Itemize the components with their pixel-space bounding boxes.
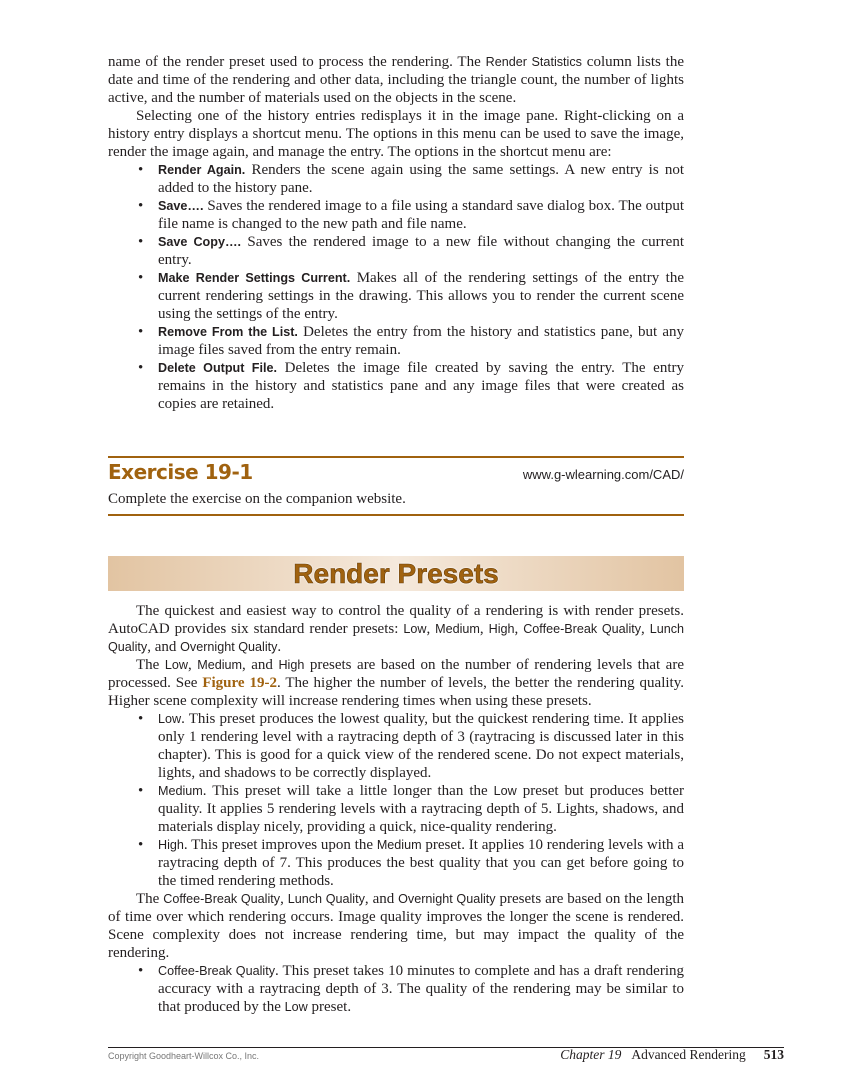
- term: High: [488, 622, 515, 636]
- page-footer: [108, 1047, 784, 1068]
- term: Save….: [158, 199, 204, 213]
- list-item: [108, 323, 684, 359]
- list-item: [108, 782, 684, 836]
- bullet-icon: •: [138, 783, 144, 799]
- copyright: Copyright Goodheart-Willcox Co., Inc.: [108, 1051, 260, 1061]
- term: High: [278, 658, 305, 672]
- exercise-title: Exercise 19-1: [108, 460, 253, 484]
- bullet-icon: •: [138, 270, 144, 286]
- list-item: [108, 836, 684, 890]
- term: Low: [164, 658, 188, 672]
- exercise-url[interactable]: www.g-wlearning.com/CAD/: [522, 467, 684, 482]
- text-run: , and: [364, 891, 399, 907]
- term: Overnight Quality: [180, 640, 278, 654]
- term: Render Statistics: [485, 55, 582, 69]
- term: Low: [403, 622, 427, 636]
- text-run: The quickest and easiest way to control the quality of a rendering is with render presets. AutoCAD provides six standard render presets:: [108, 603, 684, 637]
- term: Remove From the List.: [158, 325, 298, 339]
- text-run: Makes all of the rendering settings of the entry the current rendering settings in the drawing. This allows you to render the current scene using the settings of the entry.: [158, 270, 684, 322]
- text-run: . This preset will take a little longer than the: [202, 783, 494, 799]
- text-run: ,: [641, 621, 650, 637]
- term: Medium: [158, 784, 203, 798]
- term: Coffee-Break Quality: [523, 622, 642, 636]
- exercise-header: [108, 460, 684, 486]
- page-number: 513: [763, 1047, 784, 1062]
- paragraph: [108, 53, 684, 107]
- list-item: [108, 269, 684, 323]
- paragraph: [108, 602, 684, 656]
- text-run: , and: [242, 657, 279, 673]
- bullet-icon: •: [138, 711, 144, 727]
- text-run: The: [136, 657, 165, 673]
- text-run: . This preset produces the lowest quality, but the quickest rendering time. It applies only 1 rendering level with a raytracing depth of 3 (raytracing is discussed later in this chapter). This is good for a quick view of the rendered scene. Do not expect materials, lights, and shadows to be correctly displayed.: [158, 711, 684, 781]
- bullet-icon: •: [138, 360, 144, 376]
- figure-link[interactable]: Figure 19-2: [202, 675, 277, 691]
- text-run: Renders the scene again using the same settings. A new entry is not added to the history pane.: [158, 162, 684, 196]
- list-item: [108, 710, 684, 782]
- bullet-icon: •: [138, 837, 144, 853]
- preset-list: [108, 710, 684, 890]
- bullet-icon: •: [138, 162, 144, 178]
- text-run: . The higher the number of levels, the better the rendering quality. Higher scene complexity will increase rendering times when using these presets.: [108, 675, 684, 709]
- text-run: ,: [426, 621, 436, 637]
- term: Coffee-Break Quality: [163, 892, 281, 906]
- chapter-label: Chapter 19: [560, 1047, 622, 1062]
- history-section: [108, 53, 684, 413]
- text-run: The: [136, 891, 164, 907]
- term: Low: [493, 784, 517, 798]
- text-run: presets are based on the number of rendering levels that are processed. See: [108, 657, 684, 691]
- text-run: Saves the rendered image to a new file without changing the current entry.: [158, 234, 684, 268]
- text-run: . This preset improves upon the: [183, 837, 377, 853]
- shortcut-menu-options-list: [108, 161, 684, 413]
- text-run: preset but produces better quality. It applies 5 rendering levels with a raytracing depth of 5. Lights, shadows, and materials display nicely, providing a quick, nice-quality rendering.: [158, 783, 684, 835]
- text-run: ,: [187, 657, 198, 673]
- list-item: [108, 197, 684, 233]
- bullet-icon: •: [138, 234, 144, 250]
- term: Render Again.: [158, 163, 246, 177]
- text-run: ,: [479, 621, 489, 637]
- list-item: [108, 962, 684, 1016]
- list-item: [108, 161, 684, 197]
- term: Low: [158, 712, 182, 726]
- text-run: .: [277, 639, 282, 655]
- list-item: [108, 233, 684, 269]
- text-run: Selecting one of the history entries redisplays it in the image pane. Right-clicking on a history entry displays a shortcut menu. The options in this menu can be used to save the image, render the image again, and manage the entry. The options in the shortcut menu are:: [108, 108, 684, 160]
- text-run: ,: [514, 621, 524, 637]
- text-run: preset.: [307, 999, 352, 1015]
- exercise-bottom-rule: [108, 514, 684, 516]
- preset-list: [108, 962, 684, 1016]
- text-run: column lists the date and time of the rendering and other data, including the triangle count, the number of lights active, and the number of materials used on the objects in the scene.: [108, 54, 685, 106]
- term: Delete Output File.: [158, 361, 277, 375]
- term: Save Copy….: [158, 235, 242, 249]
- text-run: name of the render preset used to process the rendering. The: [108, 54, 486, 70]
- term: Low: [284, 1000, 308, 1014]
- text-run: , and: [147, 639, 181, 655]
- term: Medium: [197, 658, 243, 672]
- term: Overnight Quality: [398, 892, 496, 906]
- term: Lunch Quality: [287, 892, 365, 906]
- running-footer: [560, 1047, 784, 1063]
- intro-paragraphs: [108, 53, 684, 161]
- chapter-title: Advanced Rendering: [631, 1047, 746, 1062]
- exercise-top-rule: [108, 456, 684, 458]
- term: Make Render Settings Current.: [158, 271, 351, 285]
- term: Lunch Quality: [108, 622, 685, 654]
- text-run: Deletes the entry from the history and statistics pane, but any image files saved from the entry remain.: [158, 324, 684, 358]
- paragraph: [108, 107, 684, 161]
- text-run: ,: [280, 891, 288, 907]
- paragraph: [108, 656, 684, 710]
- render-presets-body: [108, 602, 684, 1016]
- paragraph: [108, 890, 684, 962]
- bullet-icon: •: [138, 324, 144, 340]
- section-banner: [108, 556, 684, 591]
- list-item: [108, 359, 684, 413]
- exercise-text: Complete the exercise on the companion website.: [108, 491, 406, 507]
- bullet-icon: •: [138, 198, 144, 214]
- text-run: Saves the rendered image to a file using a standard save dialog box. The output file name is changed to the new path and file name.: [158, 198, 684, 232]
- term: Medium: [376, 838, 422, 852]
- section-title: Render Presets: [293, 558, 499, 589]
- text-run: presets are based on the length of time over which rendering occurs. Image quality improves the longer the scene is rendered. Scene complexity does not increase rendering time, but may impact the quality of the rendering.: [108, 891, 685, 961]
- term: High: [158, 838, 184, 852]
- term: Medium: [435, 622, 480, 636]
- text-run: Deletes the image file created by saving the entry. The entry remains in the history and statistics pane and any image files that were created as copies are retained.: [158, 360, 684, 412]
- term: Coffee-Break Quality: [158, 964, 275, 978]
- bullet-icon: •: [138, 963, 144, 979]
- text-run: . This preset takes 10 minutes to complete and has a draft rendering accuracy with a raytracing depth of 3. The quality of the rendering may be similar to that produced by the: [158, 963, 684, 1015]
- text-run: preset. It applies 10 rendering levels with a raytracing depth of 7. This produces the best quality that you can get before going to the timed rendering methods.: [158, 837, 684, 889]
